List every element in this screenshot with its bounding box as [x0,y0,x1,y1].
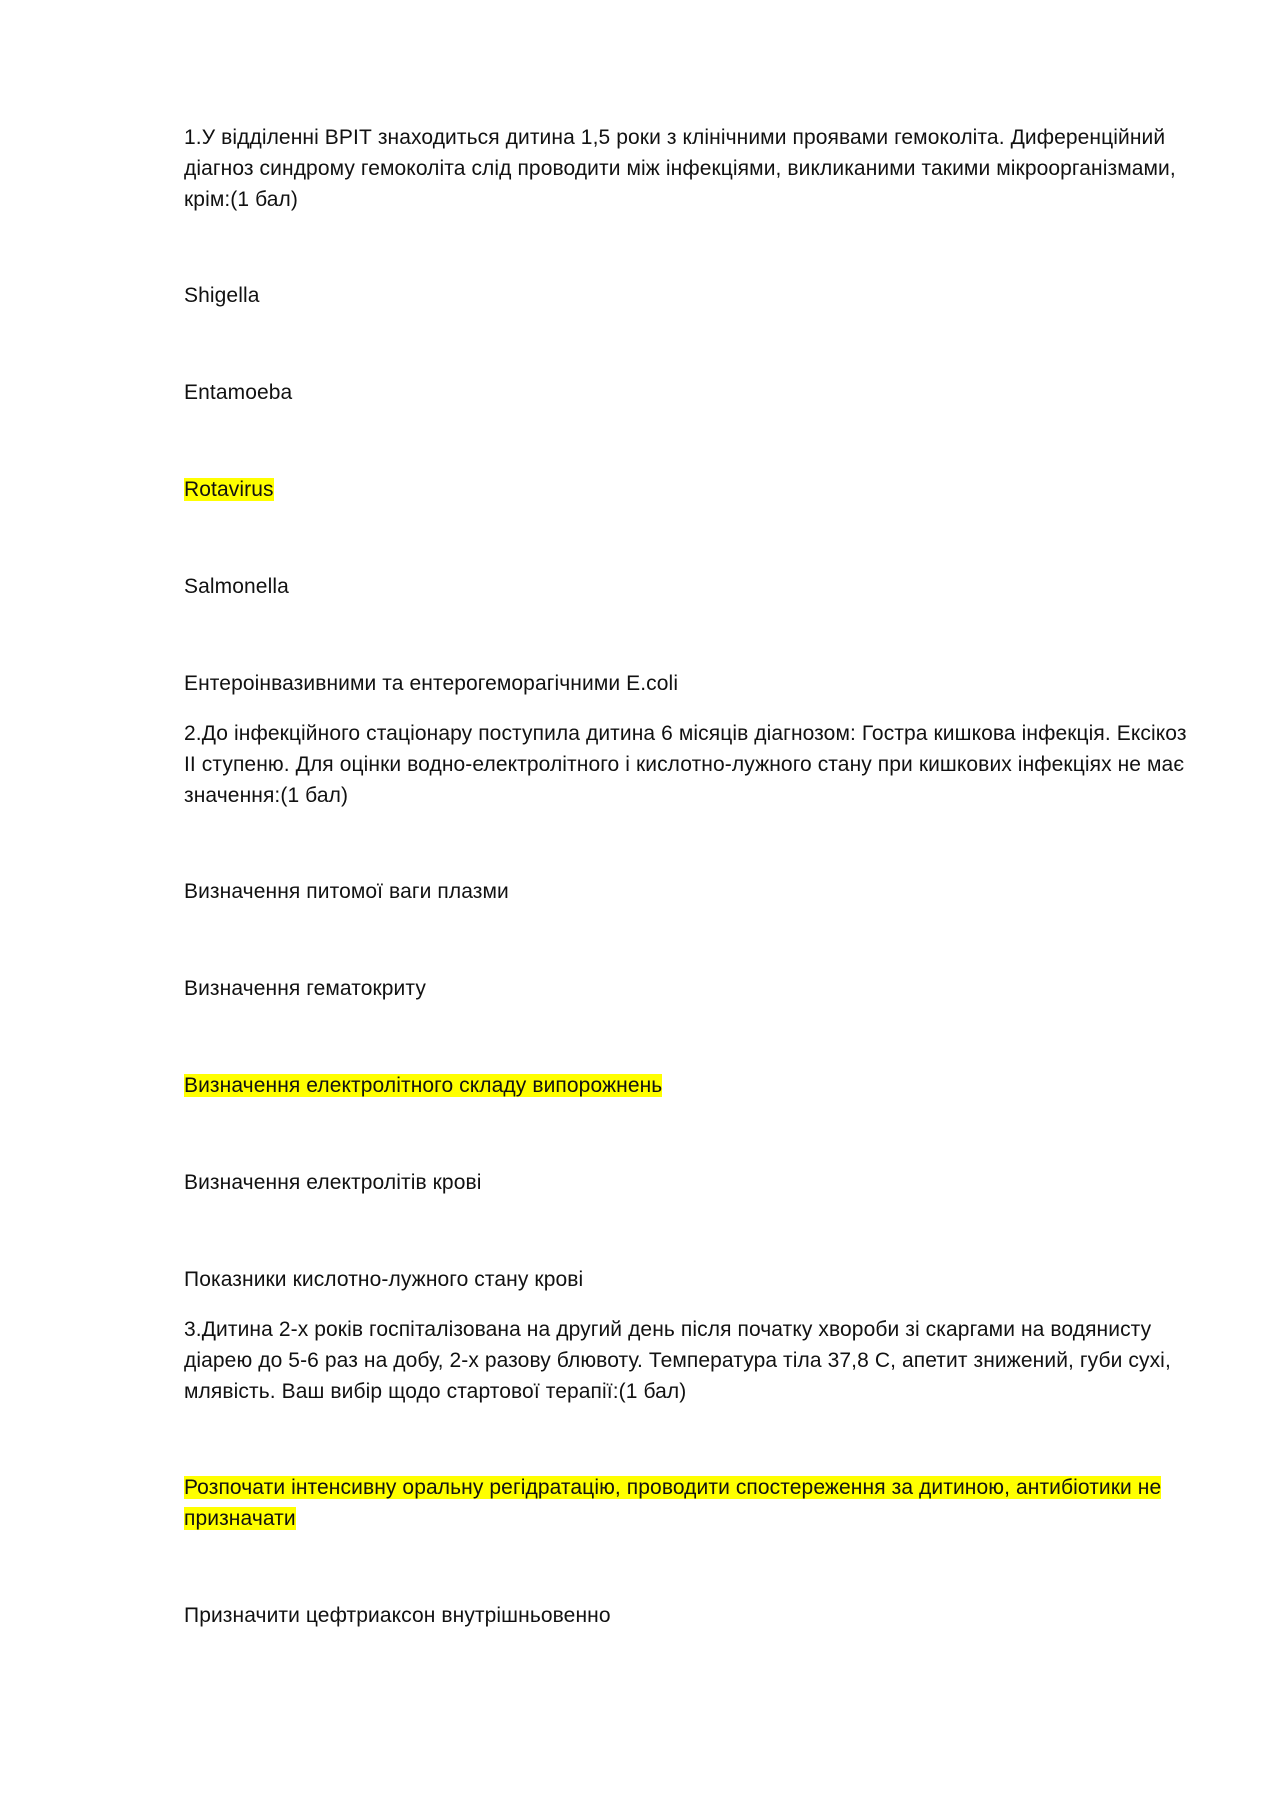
question-2-option-5: Показники кислотно-лужного стану крові [184,1268,584,1291]
question-2-option-3-highlighted: Визначення електролітного складу випорожнень [184,1074,663,1097]
question-3-option-1-highlighted: Розпочати інтенсивну оральну регідратацію, проводити спостереження за дитиною, антибіотики не призначати [184,1476,1162,1530]
question-3-text: 3.Дитина 2-х років госпіталізована на другий день після початку хвороби зі скаргами на водянисту діарею до 5-6 раз на добу, 2-х разову блювоту. Температура тіла 37,8 С, апетит знижений, губи сухі, млявість. Ваш вибір щодо стартової терапії:(1 бал) [184,1318,1171,1403]
question-1-option-1: Shigella [184,284,260,307]
question-1-option-4: Salmonella [184,575,289,598]
question-2-text: 2.До інфекційного стаціонару поступила дитина 6 місяців діагнозом: Гостра кишкова інфекція. Ексікоз ІІ ступеню. Для оцінки водно-електролітного і кислотно-лужного стану при кишкових інфекціях не має значення:(1 бал) [184,722,1187,807]
question-1-option-3-highlighted: Rotavirus [184,478,274,501]
question-1-text: 1.У відділенні ВРІТ знаходиться дитина 1,5 роки з клінічними проявами гемоколіта. Диференційний діагноз синдрому гемоколіта слід проводити між інфекціями, викликаними такими мікроорганізмами, крім:(1 бал) [184,126,1176,211]
question-2-option-2: Визначення гематокриту [184,977,426,1000]
question-1-option-2: Entamoeba [184,381,293,404]
question-3-option-2: Призначити цефтриаксон внутрішньовенно [184,1604,611,1627]
question-2-option-1: Визначення питомої ваги плазми [184,880,509,903]
question-2-option-4: Визначення електролітів крові [184,1171,482,1194]
question-1-option-5: Ентероінвазивними та ентерогеморагічними E.coli [184,672,679,695]
